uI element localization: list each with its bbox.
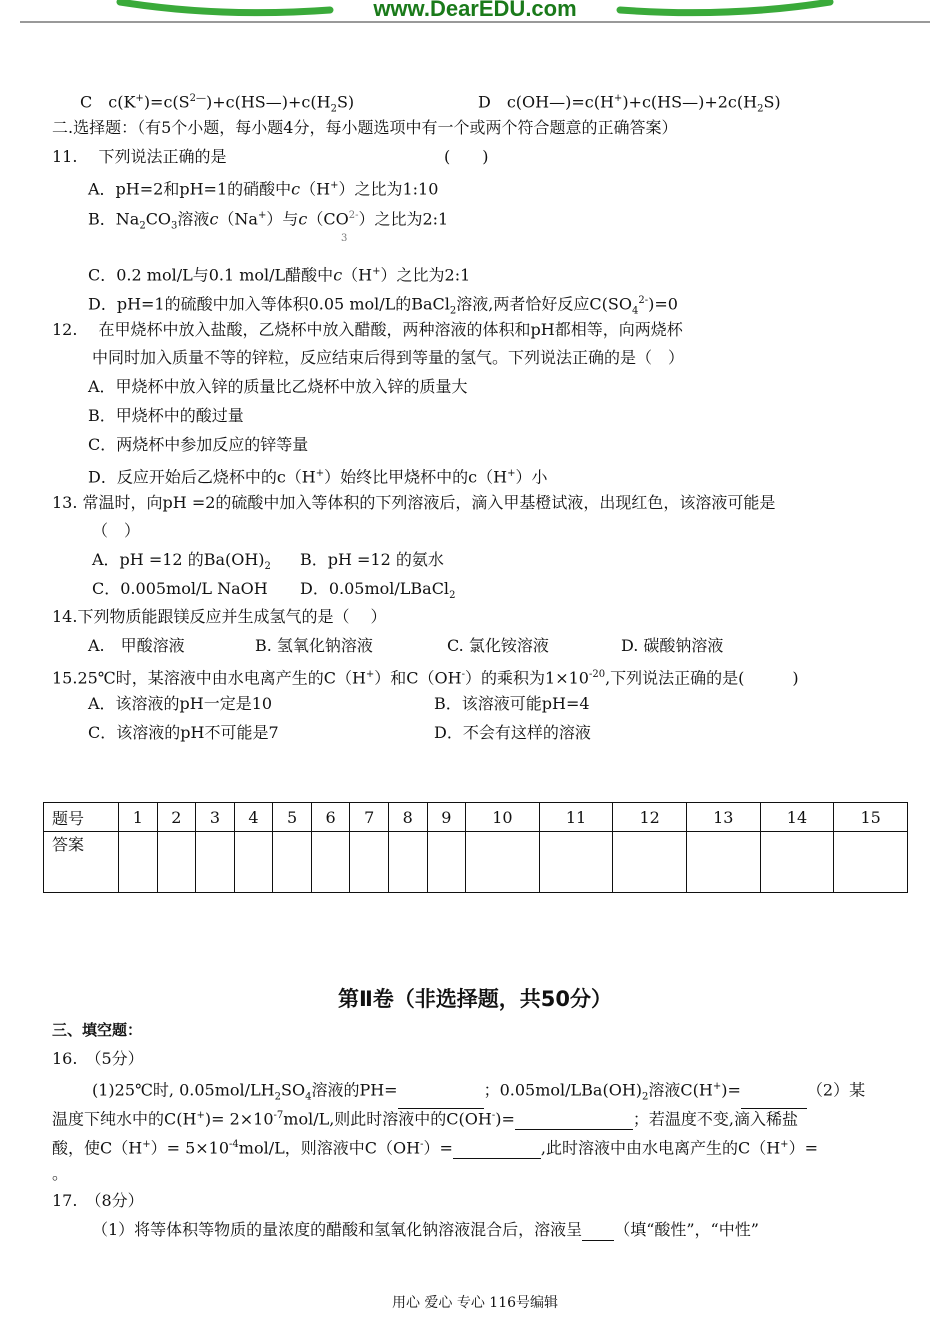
answer-cell[interactable] bbox=[539, 832, 613, 893]
q11-option-a: A．pH=2和pH=1的硝酸中c（H+）之比为1:10 bbox=[88, 179, 439, 199]
part2-title: 二.选择题：（有5个小题，每小题4分，每小题选项中有一个或两个符合题意的正确答案） bbox=[52, 118, 678, 137]
q16-line1: (1)25℃时, $0.05mol/LH_2SO_4$溶液的PH= ；$0.05mol/LBa(OH)_2$溶液C(H+)= （2）某 bbox=[92, 1076, 865, 1109]
q16-blank-3[interactable] bbox=[515, 1113, 633, 1130]
answer-cell[interactable] bbox=[119, 832, 158, 893]
answer-cell[interactable] bbox=[311, 832, 350, 893]
answer-cell[interactable] bbox=[613, 832, 687, 893]
question-number-cell: 5 bbox=[273, 803, 312, 832]
q16-blank-4[interactable] bbox=[453, 1142, 541, 1159]
header-banner bbox=[0, 0, 950, 30]
q16-line3: 酸，使$C(H^+)= 5\times 10^{-4}mol/L$，则溶液中C（OH-）= ,此时溶液中由水电离产生的C（H+）= bbox=[52, 1138, 818, 1158]
answer-cell[interactable] bbox=[760, 832, 834, 893]
question-number-cell: 12 bbox=[613, 803, 687, 832]
q16-head: 16. （5分） bbox=[52, 1049, 144, 1068]
answer-label: 答案 bbox=[44, 832, 119, 893]
q15-option-b: B．该溶液可能pH=4 bbox=[434, 694, 590, 713]
answer-table bbox=[43, 802, 908, 893]
q12-option-a: A．甲烧杯中放入锌的质量比乙烧杯中放入锌的质量大 bbox=[88, 377, 468, 396]
q17-line1: （1）将等体积等物质的量浓度的醋酸和氢氧化钠溶液混合后，溶液呈 （填“酸性”，“中性” bbox=[92, 1220, 759, 1239]
q16-line4: 。 bbox=[52, 1164, 69, 1183]
question-number-cell: 1 bbox=[119, 803, 158, 832]
q13-option-d: D．0.05mol/LBaCl$_2$ bbox=[300, 579, 456, 602]
answer-table-answer-row bbox=[44, 832, 908, 893]
q14-option-d: D. 碳酸钠溶液 bbox=[621, 636, 724, 655]
q11-option-b-subscript: 3 bbox=[341, 233, 348, 244]
q12-option-b: B．甲烧杯中的酸过量 bbox=[88, 406, 244, 425]
q15-option-d: D．不会有这样的溶液 bbox=[434, 723, 591, 742]
answer-cell[interactable] bbox=[157, 832, 196, 893]
q14-option-c: C. 氯化铵溶液 bbox=[447, 636, 549, 655]
answer-cell[interactable] bbox=[350, 832, 389, 893]
answer-cell[interactable] bbox=[196, 832, 235, 893]
answer-cell[interactable] bbox=[273, 832, 312, 893]
q13-answer-paren: （ ） bbox=[92, 521, 141, 540]
q11-option-b: B．$Na_2CO_3$溶液c（Na+）与$c(CO^{2-})$之比为2:1 bbox=[88, 209, 449, 232]
question-number-cell: 3 bbox=[196, 803, 235, 832]
q12-stem-line1: 12. 在甲烧杯中放入盐酸，乙烧杯中放入醋酸，两种溶液的体积和pH都相等，向两烧杯 bbox=[52, 320, 683, 339]
q16-line2: 温度下纯水中的$C(H^+)= 2\times 10^{-7}mol/L$,则此时溶液中的C(OH-)= ；若温度不变,滴入稀盐 bbox=[52, 1109, 799, 1129]
q17-blank-1[interactable] bbox=[582, 1224, 614, 1241]
question-number-cell: 6 bbox=[311, 803, 350, 832]
part3-title: 三、填空题： bbox=[52, 1021, 143, 1039]
q13-option-c: C．0.005mol/L NaOH bbox=[92, 579, 268, 598]
question-number-cell: 14 bbox=[760, 803, 834, 832]
answer-table-header-row bbox=[44, 803, 908, 832]
question-number-cell: 11 bbox=[539, 803, 613, 832]
q10-option-d: D $c(OH—)=c(H^+)+c(HS—)+2c(H_2S)$ bbox=[478, 92, 781, 115]
q17-head: 17. （8分） bbox=[52, 1191, 144, 1210]
q11-stem: 11. 下列说法正确的是 bbox=[52, 147, 227, 166]
answer-cell[interactable] bbox=[234, 832, 273, 893]
question-number-label: 题号 bbox=[44, 803, 119, 832]
q12-stem-line2: 中同时加入质量不等的锌粒，反应结束后得到等量的氢气。下列说法正确的是（ ） bbox=[92, 348, 685, 367]
question-number-cell: 13 bbox=[686, 803, 760, 832]
answer-cell[interactable] bbox=[388, 832, 427, 893]
q11-option-d: D．pH=1的硫酸中加入等体积0.05 mol/L的BaCl$_2$溶液,两者恰好反应$C(SO_4^{2-})=0$ bbox=[88, 294, 678, 317]
answer-cell[interactable] bbox=[686, 832, 760, 893]
q11-answer-paren: ( ) bbox=[444, 147, 489, 166]
q11-option-c: C．0.2 mol/L与0.1 mol/L醋酸中c（H+）之比为2:1 bbox=[88, 265, 471, 285]
question-number-cell: 9 bbox=[427, 803, 466, 832]
q13-stem: 13. 常温时，向pH =2的硫酸中加入等体积的下列溶液后，滴入甲基橙试液，出现红色，该溶液可能是 bbox=[52, 493, 776, 512]
question-number-cell: 8 bbox=[388, 803, 427, 832]
answer-cell[interactable] bbox=[466, 832, 540, 893]
part-ii-title: 第Ⅱ卷（非选择题，共50分） bbox=[337, 987, 613, 1011]
q13-option-b: B．pH =12 的氨水 bbox=[300, 550, 444, 569]
question-number-cell: 4 bbox=[234, 803, 273, 832]
answer-cell[interactable] bbox=[427, 832, 466, 893]
site-logo-text: www.DearEDU.com bbox=[373, 0, 577, 21]
q10-option-c: C $c(K^+)=c(S^{2—})+c(HS—)+c(H_2S)$ bbox=[80, 92, 355, 115]
question-number-cell: 7 bbox=[350, 803, 389, 832]
page-footer: 用心 爱心 专心 116号编辑 bbox=[391, 1295, 559, 1311]
q15-option-a: A．该溶液的pH一定是10 bbox=[88, 694, 273, 713]
q15-option-c: C．该溶液的pH不可能是7 bbox=[88, 723, 279, 742]
q15-stem: 15.25℃时，某溶液中由水电离产生的C（H+）和C（OH-）的乘积为$1\times 10^{-20}$,下列说法正确的是( ) bbox=[52, 668, 799, 688]
q14-stem: 14.下列物质能跟镁反应并生成氢气的是（ ） bbox=[52, 607, 387, 626]
q14-option-a: A. 甲酸溶液 bbox=[88, 636, 185, 655]
question-number-cell: 10 bbox=[466, 803, 540, 832]
q12-option-c: C．两烧杯中参加反应的锌等量 bbox=[88, 435, 309, 454]
q14-option-b: B. 氢氧化钠溶液 bbox=[255, 636, 373, 655]
answer-cell[interactable] bbox=[834, 832, 908, 893]
q13-option-a: A．pH =12 的$Ba(OH)_2$ bbox=[92, 550, 271, 573]
question-number-cell: 2 bbox=[157, 803, 196, 832]
q12-option-d: D．反应开始后乙烧杯中的c（H+）始终比甲烧杯中的c（H+）小 bbox=[88, 467, 548, 487]
question-number-cell: 15 bbox=[834, 803, 908, 832]
